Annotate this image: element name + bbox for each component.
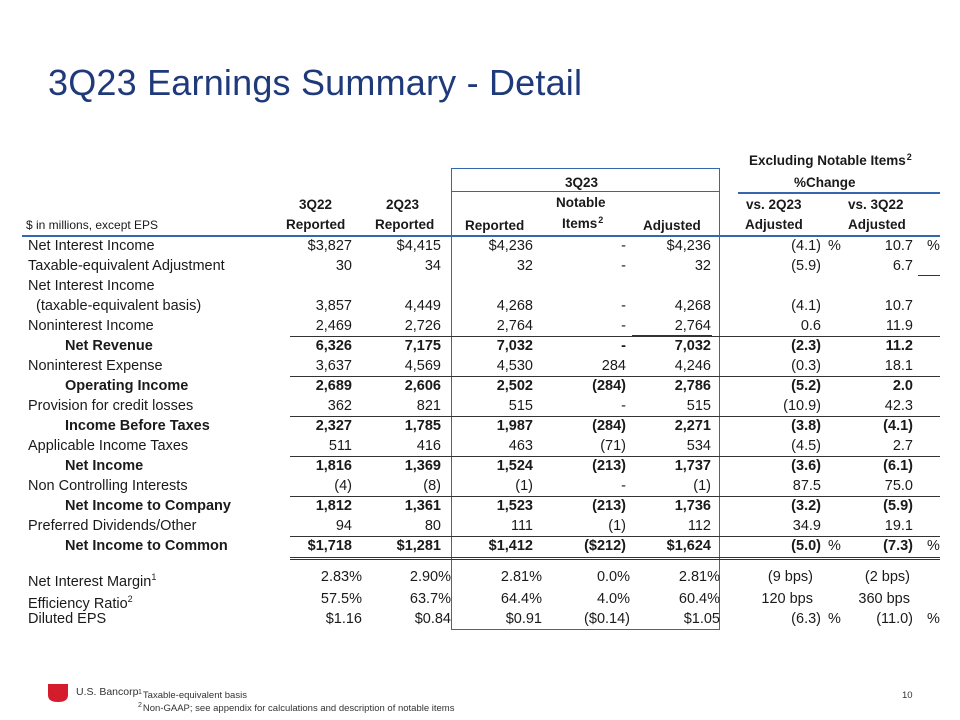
- pct-unit: %: [927, 238, 940, 254]
- cell: 10.7: [884, 238, 913, 254]
- cell: 1,369: [404, 458, 441, 474]
- cell: -: [621, 258, 626, 274]
- cell: (5.9): [883, 498, 913, 514]
- cell: 32: [694, 258, 711, 274]
- row-label: Non Controlling Interests: [28, 478, 188, 494]
- cell: $4,236: [666, 238, 711, 254]
- cell: 3,857: [315, 298, 352, 314]
- cell: 120 bps: [761, 591, 813, 607]
- cell: 2,726: [404, 318, 441, 334]
- table-row-total: [0, 536, 960, 556]
- cell: (4): [334, 478, 352, 494]
- cell: 80: [424, 518, 441, 534]
- row-label: Net Interest Income: [28, 278, 155, 294]
- cell: 362: [327, 398, 352, 414]
- cell: 7,032: [674, 338, 711, 354]
- cell: 284: [601, 358, 626, 374]
- cell: 360 bps: [858, 591, 910, 607]
- cell: 463: [508, 438, 533, 454]
- cell: 32: [516, 258, 533, 274]
- metric-label: Net Interest Margin$^1$: [28, 572, 157, 590]
- rule-above-net-revenue: [290, 336, 940, 337]
- cell: 515: [508, 398, 533, 414]
- cell: (213): [592, 498, 626, 514]
- cell: (284): [592, 378, 626, 394]
- cell: 2,271: [674, 418, 711, 434]
- cell: 2.0: [892, 378, 913, 394]
- cell: 511: [328, 438, 352, 454]
- table-row: [0, 516, 960, 536]
- cell: 18.1: [884, 358, 913, 374]
- cell: 4,268: [674, 298, 711, 314]
- row-label: Noninterest Income: [28, 318, 154, 334]
- cell: -: [621, 318, 626, 334]
- row-label: Income Before Taxes: [65, 418, 210, 434]
- cell: 2,327: [315, 418, 352, 434]
- row-label: Operating Income: [65, 378, 189, 394]
- row-label: Taxable-equivalent Adjustment: [28, 258, 225, 274]
- cell: 2,606: [404, 378, 441, 394]
- table-row: [0, 476, 960, 496]
- cell: 821: [416, 398, 441, 414]
- header-col6-top: vs. 2Q23: [746, 197, 802, 212]
- cell: 4,268: [496, 298, 533, 314]
- header-rule-3q23: [452, 191, 720, 192]
- cell: 1,523: [496, 498, 533, 514]
- header-col5: Adjusted: [643, 218, 701, 233]
- pct-unit: %: [927, 538, 940, 554]
- row-label: Net Income to Common: [65, 538, 228, 554]
- header-col1-bot: Reported: [286, 217, 346, 232]
- cell: 10.7: [884, 298, 913, 314]
- cell: 4,569: [404, 358, 441, 374]
- cell: (2 bps): [864, 569, 910, 585]
- metric-row: [0, 567, 960, 590]
- rule-above-net-income: [290, 456, 940, 457]
- cell: (2.3): [791, 338, 821, 354]
- cell: (0.3): [791, 358, 821, 374]
- cell: $1.16: [325, 611, 362, 627]
- row-label: Noninterest Expense: [28, 358, 163, 374]
- cell: $1,718: [307, 538, 352, 554]
- table-row-subtotal: [0, 496, 960, 516]
- cell: (3.8): [791, 418, 821, 434]
- us-bancorp-shield-icon: [48, 684, 68, 702]
- cell: 42.3: [884, 398, 913, 414]
- header-excluding-notable-items: Excluding Notable Items$^2$: [749, 152, 912, 168]
- cell: 34.9: [792, 518, 821, 534]
- metric-label: Diluted EPS: [28, 611, 107, 627]
- header-rule-excl: [738, 192, 940, 194]
- cell: 11.9: [885, 318, 913, 334]
- cell: $0.84: [414, 611, 451, 627]
- row-label: (taxable-equivalent basis): [36, 298, 202, 314]
- cell: (6.1): [883, 458, 913, 474]
- header-col3: Reported: [465, 218, 525, 233]
- cell: 0.0%: [596, 569, 630, 585]
- cell: 4,530: [496, 358, 533, 374]
- header-3q23: 3Q23: [565, 175, 599, 190]
- cell: 2.83%: [320, 569, 362, 585]
- rule-under-net-income-common: [290, 557, 940, 560]
- cell: 7,032: [496, 338, 533, 354]
- cell: 1,524: [496, 458, 533, 474]
- header-notable: Notable: [556, 195, 606, 210]
- cell: 2,764: [496, 318, 533, 334]
- cell: (4.5): [791, 438, 821, 454]
- cell: ($0.14): [584, 611, 630, 627]
- cell: -: [621, 238, 626, 254]
- metric-label: Efficiency Ratio$^2$: [28, 594, 133, 612]
- cell: 34: [424, 258, 441, 274]
- rule-right-tick-1: [918, 275, 940, 276]
- cell: -: [621, 298, 626, 314]
- cell: 2.81%: [678, 569, 720, 585]
- units-note: $ in millions, except EPS: [26, 218, 159, 232]
- cell: 1,361: [404, 498, 441, 514]
- page-number: 10: [902, 690, 913, 701]
- cell: $4,236: [488, 238, 533, 254]
- rule-above-net-income-company: [290, 496, 940, 497]
- cell: 2.90%: [409, 569, 451, 585]
- cell: -: [621, 338, 626, 354]
- cell: 1,987: [496, 418, 533, 434]
- cell: $4,415: [396, 238, 441, 254]
- brand-name: U.S. Bancorp: [76, 686, 139, 698]
- cell: 1,785: [404, 418, 441, 434]
- cell: (4.1): [791, 298, 821, 314]
- cell: 4,449: [404, 298, 441, 314]
- table-row: [0, 356, 960, 376]
- rule-above-net-income-common: [290, 536, 940, 537]
- cell: 2,764: [674, 318, 711, 334]
- table-row: [0, 236, 960, 256]
- cell: 515: [686, 398, 711, 414]
- cell: (3.6): [791, 458, 821, 474]
- cell: 1,737: [674, 458, 711, 474]
- cell: (71): [600, 438, 626, 454]
- cell: (4.1): [791, 238, 821, 254]
- header-col7-bot: Adjusted: [848, 217, 906, 232]
- cell: 4,246: [674, 358, 711, 374]
- cell: 416: [416, 438, 441, 454]
- metric-row: [0, 609, 960, 629]
- metric-row: [0, 589, 960, 612]
- cell: -: [621, 398, 626, 414]
- cell: 4.0%: [596, 591, 630, 607]
- cell: (1): [515, 478, 533, 494]
- cell: (5.0): [791, 538, 821, 554]
- cell: 64.4%: [500, 591, 542, 607]
- cell: 1,736: [674, 498, 711, 514]
- cell: 63.7%: [409, 591, 451, 607]
- header-col1-top: 3Q22: [299, 197, 333, 212]
- cell: 19.1: [884, 518, 913, 534]
- cell: 2,502: [496, 378, 533, 394]
- cell: 87.5: [792, 478, 821, 494]
- cell: 534: [686, 438, 711, 454]
- cell: 111: [510, 518, 533, 534]
- header-items: Items$^2$: [562, 215, 604, 231]
- cell: 75.0: [884, 478, 913, 494]
- row-label: Net Income: [65, 458, 144, 474]
- rule-above-operating-income: [290, 376, 940, 377]
- cell: 112: [687, 518, 711, 534]
- cell: 7,175: [404, 338, 441, 354]
- footnote-2: $^2$Non-GAAP; see appendix for calculations and description of notable items: [138, 702, 455, 714]
- row-label: Preferred Dividends/Other: [28, 518, 197, 534]
- rule-under-noninterest-income-adj: [632, 335, 712, 336]
- cell: (10.9): [783, 398, 821, 414]
- cell: 57.5%: [320, 591, 362, 607]
- rule-above-income-before-taxes: [290, 416, 940, 417]
- table-row-subtotal: [0, 376, 960, 396]
- cell: (5.2): [791, 378, 821, 394]
- cell: 2.7: [892, 438, 913, 454]
- header-pct-change: %Change: [794, 175, 856, 190]
- table-row: [0, 396, 960, 416]
- header-col2-bot: Reported: [375, 217, 435, 232]
- row-label: Net Income to Company: [65, 498, 231, 514]
- table-row-subtotal: [0, 416, 960, 436]
- table-row: [0, 256, 960, 276]
- cell: $1,624: [666, 538, 711, 554]
- pct-unit: %: [828, 538, 841, 554]
- row-label: Net Revenue: [65, 338, 153, 354]
- cell: 30: [335, 258, 352, 274]
- row-label: Net Interest Income: [28, 238, 155, 254]
- cell: $1,281: [396, 538, 441, 554]
- cell: 3,637: [315, 358, 352, 374]
- footnote-1: $^1$Taxable-equivalent basis: [138, 689, 247, 701]
- table-row-subtotal: [0, 456, 960, 476]
- cell: 6,326: [315, 338, 352, 354]
- cell: 2,689: [315, 378, 352, 394]
- page-title: 3Q23 Earnings Summary - Detail: [48, 62, 583, 103]
- cell: 6.7: [892, 258, 913, 274]
- table-row: [0, 436, 960, 456]
- pct-unit: %: [828, 611, 841, 627]
- header-col7-top: vs. 3Q22: [848, 197, 904, 212]
- cell: -: [621, 478, 626, 494]
- header-col2-top: 2Q23: [386, 197, 420, 212]
- table-row: [0, 296, 960, 316]
- cell: (213): [592, 458, 626, 474]
- cell: (11.0): [876, 611, 913, 627]
- cell: $1.05: [683, 611, 720, 627]
- cell: 11.2: [885, 338, 913, 354]
- cell: 2,469: [315, 318, 352, 334]
- cell: ($212): [584, 538, 626, 554]
- cell: 2,786: [674, 378, 711, 394]
- table-row-subtotal: [0, 336, 960, 356]
- cell: (8): [423, 478, 441, 494]
- pct-unit: %: [828, 238, 841, 254]
- pct-unit: %: [927, 611, 940, 627]
- header-col6-bot: Adjusted: [745, 217, 803, 232]
- table-row: [0, 316, 960, 336]
- cell: (284): [592, 418, 626, 434]
- cell: (6.3): [791, 611, 821, 627]
- cell: 60.4%: [678, 591, 720, 607]
- cell: (9 bps): [767, 569, 813, 585]
- cell: 1,816: [315, 458, 352, 474]
- cell: (1): [608, 518, 626, 534]
- cell: 2.81%: [500, 569, 542, 585]
- cell: 0.6: [800, 318, 821, 334]
- cell: 94: [335, 518, 352, 534]
- cell: $0.91: [505, 611, 542, 627]
- cell: (7.3): [883, 538, 913, 554]
- row-label: Provision for credit losses: [28, 398, 194, 414]
- table-row: [0, 276, 960, 296]
- cell: (3.2): [791, 498, 821, 514]
- row-label: Applicable Income Taxes: [28, 438, 189, 454]
- cell: (4.1): [883, 418, 913, 434]
- cell: (1): [693, 478, 711, 494]
- cell: 1,812: [315, 498, 352, 514]
- cell: (5.9): [791, 258, 821, 274]
- cell: $1,412: [488, 538, 533, 554]
- cell: $3,827: [307, 238, 352, 254]
